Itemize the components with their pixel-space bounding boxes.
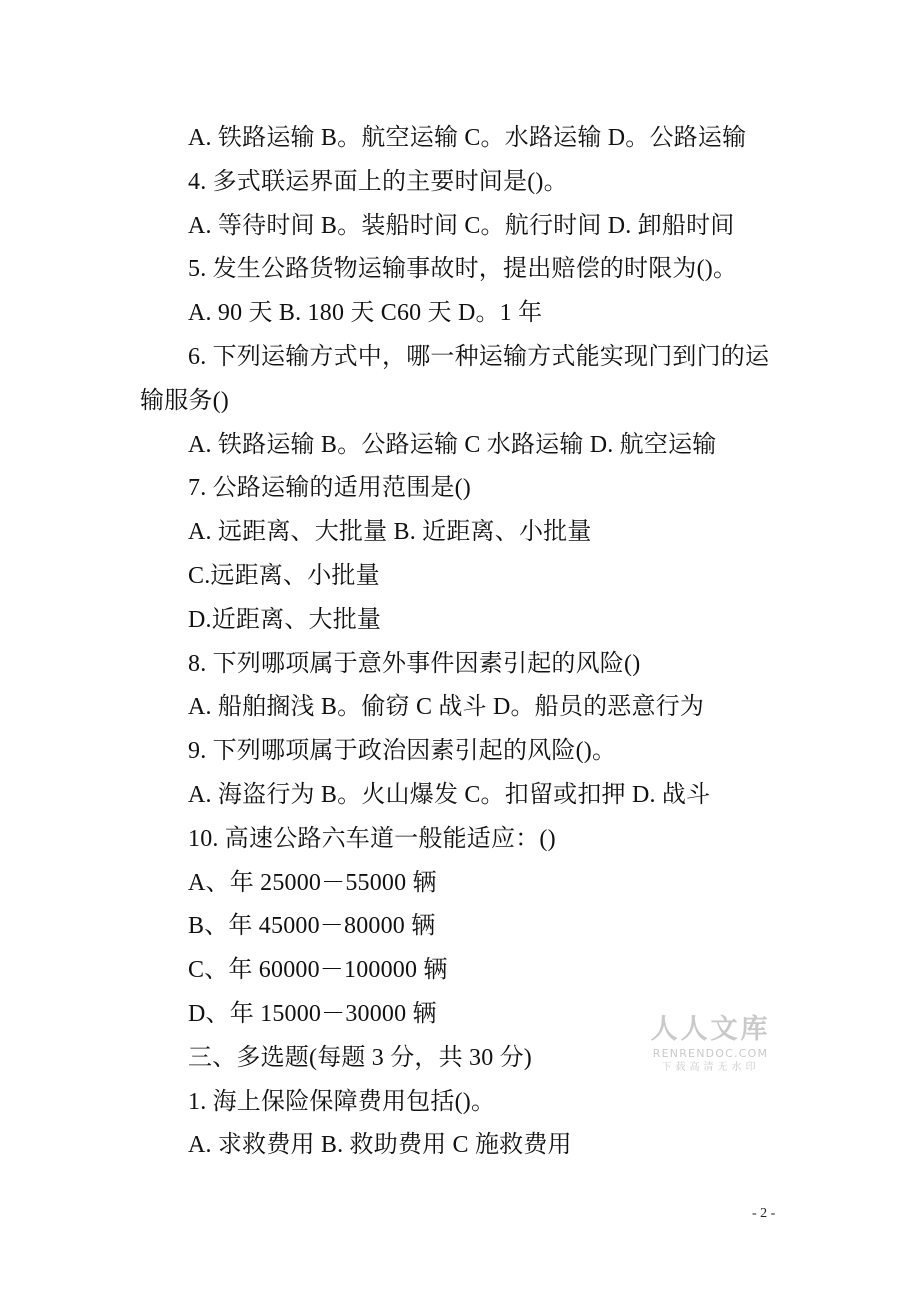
question-6-continued: 输服务() bbox=[140, 387, 229, 414]
document-body bbox=[0, 117, 920, 1168]
question-5: 5. 发生公路货物运输事故时，提出赔偿的时限为()。 bbox=[188, 256, 738, 283]
answer-option-q10-c: C、年 60000－100000 辆 bbox=[188, 957, 448, 984]
answer-option-q10-d: D、年 15000－30000 辆 bbox=[188, 1000, 437, 1027]
question-10: 10. 高速公路六车道一般能适应：() bbox=[188, 825, 556, 852]
answer-option-q10-a: A、年 25000－55000 辆 bbox=[188, 869, 437, 896]
question-9: 9. 下列哪项属于政治因素引起的风险()。 bbox=[188, 738, 617, 765]
answer-options-q6: A. 铁路运输 B。公路运输 C 水路运输 D. 航空运输 bbox=[188, 431, 717, 458]
watermark-domain: RENRENDOC.COM bbox=[652, 1047, 769, 1060]
answer-option-q7-c: C.远距离、小批量 bbox=[188, 562, 380, 589]
section-heading-multiple-choice: 三、多选题(每题 3 分，共 30 分) bbox=[188, 1044, 532, 1071]
answer-options-multi-q1: A. 求救费用 B. 救助费用 C 施救费用 bbox=[188, 1132, 572, 1159]
question-6: 6. 下列运输方式中，哪一种运输方式能实现门到门的运 bbox=[188, 343, 770, 370]
watermark-logo bbox=[643, 1013, 778, 1076]
answer-options-q8: A. 船舶搁浅 B。偷窃 C 战斗 D。船员的恶意行为 bbox=[188, 694, 705, 721]
page-number: - 2 - bbox=[752, 1206, 776, 1221]
answer-options-q4: A. 等待时间 B。装船时间 C。航行时间 D. 卸船时间 bbox=[188, 212, 735, 239]
answer-option-q10-b: B、年 45000－80000 辆 bbox=[188, 913, 436, 940]
answer-options-q5: A. 90 天 B. 180 天 C60 天 D。1 年 bbox=[188, 300, 543, 327]
answer-options-q9: A. 海盗行为 B。火山爆发 C。扣留或扣押 D. 战斗 bbox=[188, 781, 711, 808]
answer-options-q3: A. 铁路运输 B。航空运输 C。水路运输 D。公路运输 bbox=[188, 125, 747, 151]
answer-options-q7-ab: A. 远距离、大批量 B. 近距离、小批量 bbox=[188, 519, 592, 546]
question-7: 7. 公路运输的适用范围是() bbox=[188, 475, 471, 502]
watermark-title: 人人文库 bbox=[650, 1014, 771, 1045]
question-8: 8. 下列哪项属于意外事件因素引起的风险() bbox=[188, 650, 641, 677]
answer-option-q7-d: D.近距离、大批量 bbox=[188, 606, 382, 633]
watermark-subtitle: 下载高清无水印 bbox=[661, 1062, 760, 1073]
multi-question-1: 1. 海上保险保障费用包括()。 bbox=[188, 1088, 496, 1115]
question-4: 4. 多式联运界面上的主要时间是()。 bbox=[188, 168, 568, 195]
